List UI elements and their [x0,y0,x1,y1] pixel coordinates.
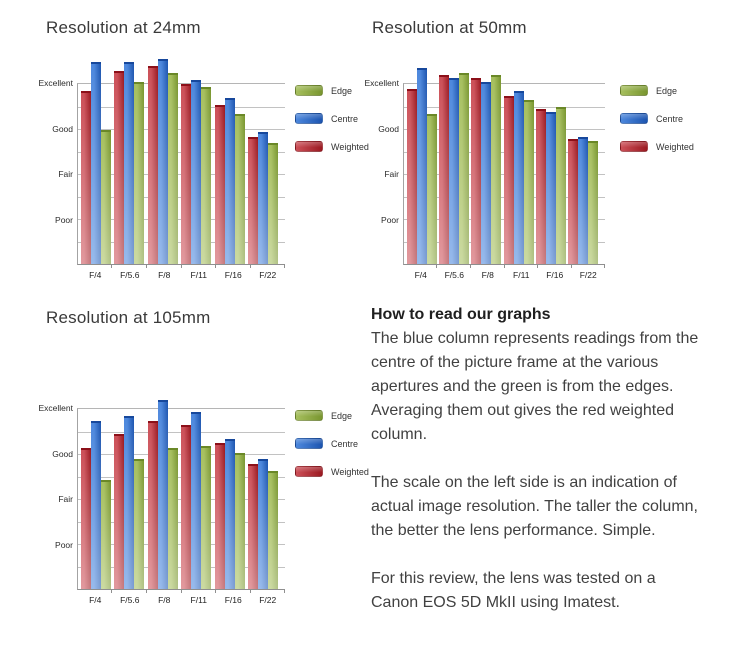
edge-bar [268,143,278,264]
x-axis-tick [604,264,605,268]
bar-group-F/16 [536,84,566,264]
centre-bar [158,400,168,589]
x-axis-tick [111,589,112,593]
chart-title-50mm: Resolution at 50mm [372,18,527,37]
edge-bar [491,75,501,264]
legend [295,85,369,169]
x-axis-tick [250,264,251,268]
x-axis-tick [111,264,112,268]
legend-label: Edge [656,85,678,96]
chart-title-24mm: Resolution at 24mm [46,18,201,37]
legend-label: Weighted [331,141,369,152]
y-tick-label: Good [378,123,399,134]
weighted-swatch [295,466,323,477]
centre-bar [191,80,201,264]
y-tick-label: Fair [58,494,73,504]
edge-bar [556,107,566,264]
edge-bar [524,100,534,264]
weighted-bar [536,109,546,264]
centre-bar [417,68,427,264]
legend-item-weighted [295,141,369,152]
plot-area [77,408,285,605]
weighted-bar [407,89,417,264]
edge-bar [268,471,278,589]
bar-group-F/5.6 [114,409,144,589]
legend-item-centre [620,113,694,124]
x-tick-label: F/8 [481,270,494,280]
howto-paragraph-2: The scale on the left side is an indication of actual image resolution. The taller the column, the better the lens performance. Simple. [371,474,698,539]
edge-bar [134,459,144,589]
x-tick-label: F/11 [190,595,207,605]
x-tick-label: F/8 [158,270,171,280]
legend-label: Centre [331,438,359,449]
x-tick-label: F/11 [513,270,530,280]
centre-bar [225,439,235,589]
bar-groups [404,84,605,264]
edge-bar [201,446,211,589]
edge-swatch [295,410,323,421]
x-tick-label: F/16 [224,595,242,605]
x-tick-label: F/16 [546,270,564,280]
y-tick-label: Good [52,123,73,134]
x-axis-tick [215,589,216,593]
legend-item-edge [295,85,369,96]
bar-group-F/5.6 [439,84,469,264]
x-tick-label: F/22 [579,270,597,280]
bar-groups [78,84,285,264]
x-tick-label: F/22 [259,595,277,605]
chart-resolution-105mm [0,295,369,639]
centre-bar [578,137,588,264]
centre-swatch [620,113,648,124]
y-axis-labels [364,78,403,265]
bar-group-F/22 [248,84,278,264]
centre-bar [191,412,201,589]
legend-label: Edge [331,85,353,96]
chart-resolution-24mm [0,0,369,295]
y-tick-label: Poor [55,539,73,550]
y-tick-label: Poor [55,214,73,225]
y-tick-label: Excellent [38,403,73,413]
edge-swatch [620,85,648,96]
x-axis-labels [404,270,605,280]
centre-bar [258,459,268,589]
weighted-bar [248,137,258,264]
x-tick-label: F/8 [158,595,171,605]
bar-group-F/11 [181,409,211,589]
weighted-bar [114,434,124,589]
centre-bar [91,421,101,589]
x-axis-tick [181,589,182,593]
x-tick-label: F/22 [259,270,277,280]
y-tick-label: Excellent [38,78,73,88]
bar-groups [78,409,285,589]
bar-group-F/22 [248,409,278,589]
legend-label: Weighted [656,141,694,152]
edge-bar [101,130,111,264]
y-tick-label: Poor [381,214,399,225]
centre-swatch [295,438,323,449]
bar-group-F/16 [215,409,245,589]
howto-heading: How to read our graphs [371,306,551,323]
y-tick-label: Excellent [364,78,399,88]
plot-area [77,83,285,280]
edge-bar [235,114,245,264]
chart-title-105mm: Resolution at 105mm [46,308,211,327]
centre-bar [449,78,459,265]
x-axis-tick [181,264,182,268]
x-axis-tick [537,264,538,268]
edge-bar [588,141,598,264]
weighted-bar [568,139,578,264]
weighted-bar [81,91,91,264]
y-tick-label: Good [52,448,73,459]
centre-bar [514,91,524,264]
centre-bar [91,62,101,265]
x-axis-tick [571,264,572,268]
edge-bar [168,448,178,589]
legend-item-centre [295,438,369,449]
x-tick-label: F/11 [190,270,207,280]
edge-bar [235,453,245,590]
bar-group-F/8 [471,84,501,264]
legend [620,85,694,169]
edge-bar [134,82,144,264]
legend-item-edge [620,85,694,96]
bar-group-F/8 [148,84,178,264]
legend-item-weighted [620,141,694,152]
centre-bar [124,62,134,265]
edge-bar [459,73,469,264]
weighted-bar [439,75,449,264]
x-axis-tick [284,264,285,268]
centre-swatch [295,113,323,124]
weighted-swatch [295,141,323,152]
centre-bar [158,59,168,264]
bar-group-F/5.6 [114,84,144,264]
x-axis-tick [436,264,437,268]
legend-label: Centre [656,113,684,124]
weighted-bar [215,105,225,264]
x-tick-label: F/16 [224,270,242,280]
x-axis-tick [284,589,285,593]
weighted-swatch [620,141,648,152]
chart-body [38,78,369,280]
weighted-bar [114,71,124,264]
x-tick-label: F/5.6 [120,595,140,605]
chart-resolution-50mm [365,0,739,295]
edge-bar [201,87,211,264]
edge-bar [168,73,178,264]
weighted-bar [148,421,158,589]
legend-item-centre [295,113,369,124]
x-tick-label: F/4 [414,270,427,280]
edge-bar [427,114,437,264]
legend-item-edge [295,410,369,421]
x-tick-label: F/4 [89,595,102,605]
y-axis-labels [38,78,77,265]
bar-group-F/4 [81,409,111,589]
centre-bar [124,416,134,589]
legend-label: Weighted [331,466,369,477]
bar-group-F/8 [148,409,178,589]
bar-group-F/16 [215,84,245,264]
chart-body [38,403,369,605]
how-to-read-section [365,295,717,639]
x-axis-tick [146,589,147,593]
centre-bar [225,98,235,264]
weighted-bar [181,425,191,589]
chart-body [364,78,739,280]
weighted-bar [81,448,91,589]
x-tick-label: F/5.6 [120,270,140,280]
howto-paragraph-1: The blue column represents readings from the centre of the picture frame at the various apertures and the green is from the edges. Averaging them out gives the red weighted column. [371,330,699,443]
weighted-bar [248,464,258,589]
howto-paragraph-3: For this review, the lens was tested on a Canon EOS 5D MkII using Imatest. [371,570,656,611]
bar-group-F/4 [81,84,111,264]
bar-group-F/11 [504,84,534,264]
bar-group-F/11 [181,84,211,264]
weighted-bar [471,78,481,265]
centre-bar [546,112,556,264]
x-axis-labels [78,595,285,605]
x-axis-tick [215,264,216,268]
x-axis-tick [470,264,471,268]
edge-swatch [295,85,323,96]
x-axis-tick [250,589,251,593]
legend-item-weighted [295,466,369,477]
weighted-bar [215,443,225,589]
y-tick-label: Fair [384,169,399,179]
weighted-bar [504,96,514,264]
centre-bar [258,132,268,264]
centre-bar [481,82,491,264]
legend-label: Centre [331,113,359,124]
x-tick-label: F/5.6 [444,270,464,280]
x-axis-tick [146,264,147,268]
legend-label: Edge [331,410,353,421]
edge-bar [101,480,111,589]
x-axis-tick [504,264,505,268]
bar-group-F/4 [407,84,437,264]
bar-group-F/22 [568,84,598,264]
legend [295,410,369,494]
weighted-bar [181,84,191,264]
plot-area [403,83,605,280]
x-tick-label: F/4 [89,270,102,280]
y-axis-labels [38,403,77,590]
x-axis-labels [78,270,285,280]
weighted-bar [148,66,158,264]
y-tick-label: Fair [58,169,73,179]
